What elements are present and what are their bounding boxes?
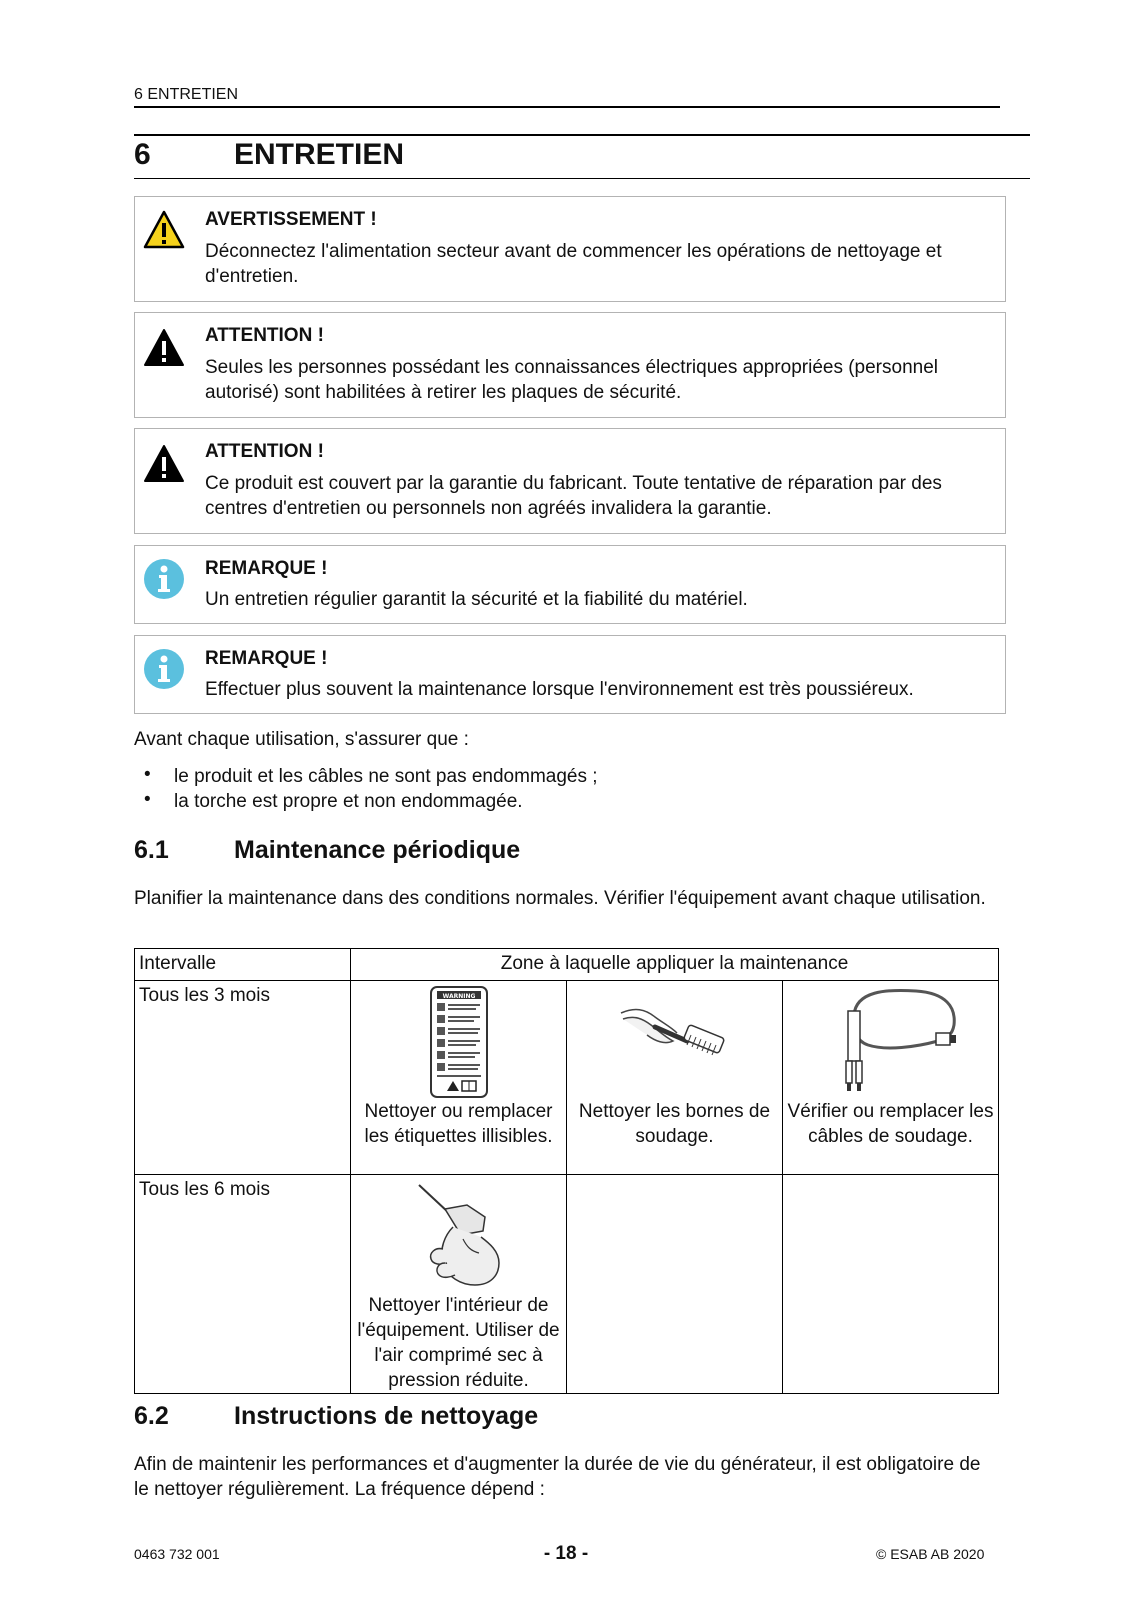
interval-cell: Tous les 3 mois [135,981,351,1175]
section-paragraph: Afin de maintenir les performances et d'augmenter la durée de vie du générateur, il est obligatoire de le nettoyer régulièrement. La fréquence dépend : [134,1454,981,1500]
maintenance-cell-empty [567,1175,783,1394]
header-interval: Intervalle [135,949,351,981]
copyright: © ESAB AB 2020 [876,1546,985,1562]
section-title: Maintenance périodique [234,836,521,864]
chapter-number: 6 [134,138,151,171]
intro-text: Avant chaque utilisation, s'assurer que : [134,729,469,750]
info-icon [143,648,185,690]
maintenance-task: Vérifier ou remplacer les câbles de soudage. [787,1101,994,1147]
notice-heading: REMARQUE ! [205,648,328,669]
header-zone: Zone à laquelle appliquer la maintenance [351,949,999,981]
notice-text: Un entretien régulier garantit la sécurité et la fiabilité du matériel. [205,589,748,610]
maintenance-cell [351,1175,567,1394]
maintenance-task: Nettoyer ou remplacer les étiquettes illisibles. [364,1101,553,1147]
attention-notice [134,312,1006,418]
warning-label-icon [429,985,489,1099]
table-header-row [135,949,999,981]
attention-notice [134,428,1006,534]
bullet-item: la torche est propre et non endommagée. [174,791,523,812]
warning-notice [134,196,1006,302]
bullet-marker: • [144,789,151,810]
section-number: 6.2 [134,1402,169,1430]
header-rule [134,106,1000,108]
remark-notice [134,545,1006,624]
table-row [135,1175,999,1394]
document-number: 0463 732 001 [134,1546,220,1562]
chapter-title: ENTRETIEN [234,138,405,171]
chapter-rule-top [134,134,1030,136]
warning-yellow-triangle-icon [143,209,185,251]
maintenance-task: Nettoyer l'intérieur de l'équipement. Utiliser de l'air comprimé sec à pression réduite. [357,1295,560,1391]
interval-cell: Tous les 6 mois [135,1175,351,1394]
page-number: - 18 - [543,1543,589,1564]
bullet-item: le produit et les câbles ne sont pas endommagés ; [174,766,598,787]
maintenance-table [134,948,999,1394]
maintenance-cell [567,981,783,1175]
air-blower-hand-icon [409,1179,509,1293]
brush-hand-icon [615,985,735,1099]
section-title: Instructions de nettoyage [234,1402,539,1430]
notice-heading: REMARQUE ! [205,558,328,579]
notice-text: Déconnectez l'alimentation secteur avant de commencer les opérations de nettoyage et d'entretien. [205,241,942,287]
notice-text: Ce produit est couvert par la garantie du fabricant. Toute tentative de réparation par des centres d'entretien ou personnels non agréés invalidera la garantie. [205,473,942,519]
remark-notice [134,635,1006,714]
welding-cable-icon [816,985,966,1099]
label-warning-text: WARNING [442,993,475,1000]
maintenance-task: Nettoyer les bornes de soudage. [578,1101,771,1147]
table-row [135,981,999,1175]
notice-heading: ATTENTION ! [205,441,324,462]
section-number: 6.1 [134,836,169,864]
warning-black-triangle-icon [143,327,185,369]
notice-heading: AVERTISSEMENT ! [205,209,377,230]
maintenance-cell [351,981,567,1175]
info-icon [143,558,185,600]
notice-heading: ATTENTION ! [205,325,324,346]
running-header: 6 ENTRETIEN [134,86,239,103]
warning-black-triangle-icon [143,443,185,485]
bullet-marker: • [144,764,151,785]
section-paragraph: Planifier la maintenance dans des conditions normales. Vérifier l'équipement avant chaque utilisation. [134,888,986,909]
notice-text: Seules les personnes possédant les connaissances électriques appropriées (personnel autorisé) sont habilitées à retirer les plaques de sécurité. [205,357,939,403]
maintenance-cell-empty [783,1175,999,1394]
maintenance-cell [783,981,999,1175]
notice-text: Effectuer plus souvent la maintenance lorsque l'environnement est très poussiéreux. [205,679,914,700]
chapter-rule-bottom [134,178,1030,179]
